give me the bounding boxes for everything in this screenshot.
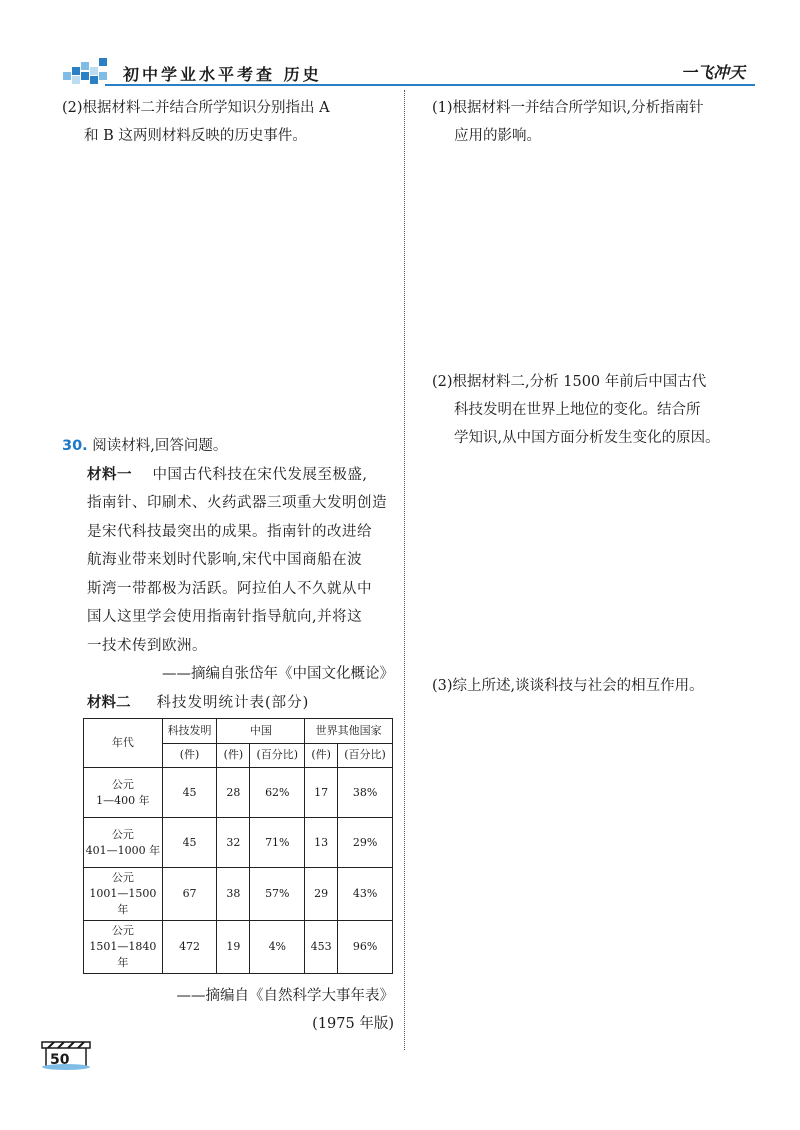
table-row: [84, 768, 393, 818]
material-2-caption: 科技发明统计表(部分): [156, 694, 310, 711]
row-china-count: 38: [217, 868, 250, 921]
q30-3-line1: (3)综上所述,谈谈科技与社会的相互作用。: [432, 678, 704, 694]
column-divider: [404, 90, 405, 1050]
material-1-line: 航海业带来划时代影响,宋代中国商船在波: [87, 552, 363, 568]
brand-logo: 一飞冲天: [680, 63, 745, 82]
material-2-source: ——摘编自《自然科学大事年表》: [176, 988, 394, 1004]
q29-2-line1: (2)根据材料二并结合所学知识分别指出 A: [62, 100, 330, 116]
material-1-source: ——摘编自张岱年《中国文化概论》: [162, 666, 394, 682]
material-2-label: 材料二: [87, 694, 131, 711]
row-china-percent: 62%: [250, 768, 305, 818]
row-world-percent: 96%: [338, 921, 393, 974]
material-2-edition: (1975 年版): [312, 1016, 394, 1032]
question-30-2: [432, 368, 762, 452]
table-row: [84, 868, 393, 921]
checker-logo-icon: [63, 58, 109, 84]
row-world-percent: 38%: [338, 768, 393, 818]
header-total-unit: (件): [162, 743, 217, 768]
header-total: 科技发明: [162, 719, 217, 744]
header-china: 中国: [217, 719, 305, 744]
q30-prompt: 阅读材料,回答问题。: [92, 438, 228, 454]
material-2-citation: [62, 982, 394, 1038]
q30-1-line1: (1)根据材料一并结合所学知识,分析指南针: [432, 100, 704, 116]
material-1: [62, 461, 402, 661]
material-1-line: 指南针、印刷术、火药武器三项重大发明创造: [87, 495, 387, 511]
row-china-count: 19: [217, 921, 250, 974]
header-world-percent: (百分比): [338, 743, 393, 768]
material-1-line: 国人这里学会使用指南针指导航向,并将这: [87, 609, 363, 625]
material-1-line: 是宋代科技最突出的成果。指南针的改进给: [87, 523, 372, 540]
row-world-count: 13: [305, 818, 338, 868]
q29-2-line2: 和 B 这两则材料反映的历史事件。: [84, 128, 307, 144]
row-world-count: 29: [305, 868, 338, 921]
page-header: [55, 48, 755, 88]
row-china-percent: 57%: [250, 868, 305, 921]
header-china-percent: (百分比): [250, 743, 305, 768]
row-china-percent: 71%: [250, 818, 305, 868]
row-china-count: 28: [217, 768, 250, 818]
q30-2-line2: 科技发明在世界上地位的变化。结合所: [454, 402, 701, 418]
row-china-percent: 4%: [250, 921, 305, 974]
q30-header: [62, 432, 402, 461]
row-era: 公元 1001—1500 年: [84, 868, 163, 921]
material-1-label: 材料一: [87, 466, 132, 483]
question-30: [62, 432, 402, 717]
question-30-3: [432, 672, 762, 700]
question-30-1: [432, 94, 762, 150]
table-row: [84, 921, 393, 974]
row-era: 公元 1501—1840 年: [84, 921, 163, 974]
row-world-count: 17: [305, 768, 338, 818]
page-number-badge: [40, 1040, 92, 1070]
header-rule: [105, 84, 755, 86]
material-1-line: 斯湾一带都极为活跃。阿拉伯人不久就从中: [87, 580, 372, 597]
header-world-count: (件): [305, 743, 338, 768]
q30-number: 30.: [62, 438, 88, 454]
material-1-line: 一技术传到欧洲。: [87, 637, 207, 654]
header-era: 年代: [84, 719, 163, 768]
row-total: 45: [162, 818, 217, 868]
row-world-count: 453: [305, 921, 338, 974]
header-title: 初中学业水平考查 历史: [123, 65, 322, 84]
material-2-heading: [62, 689, 402, 718]
row-china-count: 32: [217, 818, 250, 868]
row-total: 45: [162, 768, 217, 818]
page-number: 50: [50, 1052, 70, 1068]
header-china-count: (件): [217, 743, 250, 768]
row-era: 公元 1—400 年: [84, 768, 163, 818]
header-world: 世界其他国家: [305, 719, 393, 744]
table-row: [84, 818, 393, 868]
material-1-line: 材料一 中国古代科技在宋代发展至极盛,: [87, 466, 368, 483]
row-total: 67: [162, 868, 217, 921]
row-world-percent: 43%: [338, 868, 393, 921]
row-total: 472: [162, 921, 217, 974]
q30-2-line1: (2)根据材料二,分析 1500 年前后中国古代: [432, 374, 707, 390]
table-header-row: [84, 719, 393, 744]
q30-1-line2: 应用的影响。: [454, 128, 541, 144]
q30-2-line3: 学知识,从中国方面分析发生变化的原因。: [454, 430, 720, 446]
row-era: 公元 401—1000 年: [84, 818, 163, 868]
question-29-2: [62, 94, 402, 150]
invention-stats-table: [83, 718, 393, 974]
row-world-percent: 29%: [338, 818, 393, 868]
